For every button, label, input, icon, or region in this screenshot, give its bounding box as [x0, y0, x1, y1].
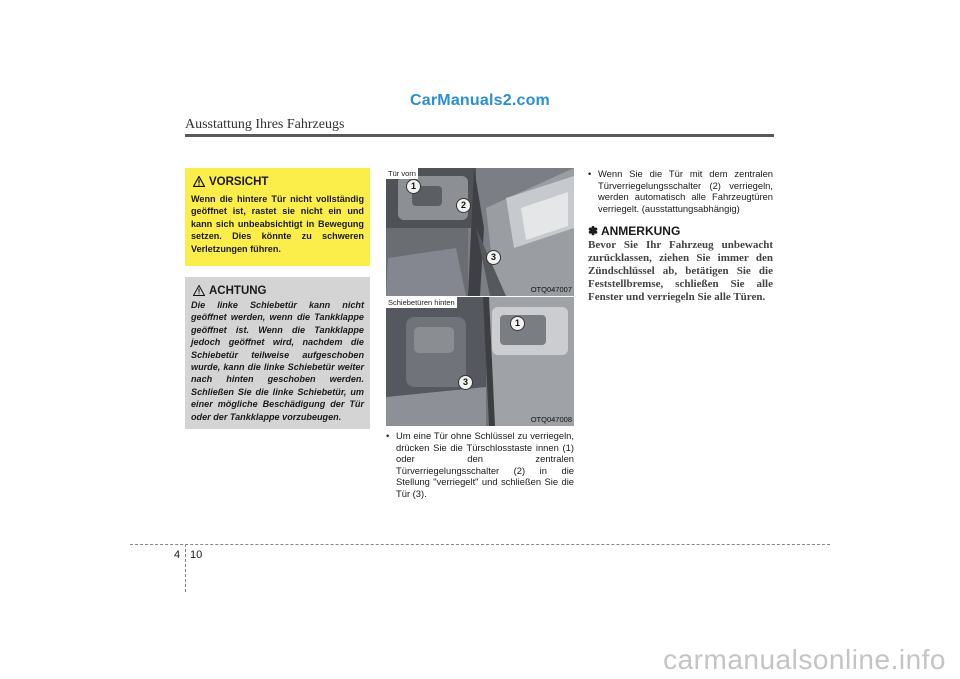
- bullet-central-lock: [588, 168, 773, 214]
- sliding-door-figure: [386, 297, 574, 426]
- caution-body: Wenn die hintere Tür nicht vollständig geöffnet ist, rastet sie nicht ein und kann sich unbeabsichtigt in Bewegung setzen. Dies könnte zu schweren Verletzungen führen.: [191, 194, 364, 254]
- bullet-icon: •: [588, 168, 592, 179]
- note-title: ✽ ANMERKUNG: [588, 224, 681, 238]
- figure-code: OTQ047008: [530, 415, 572, 424]
- attention-body: Die linke Schiebetür kann nicht geöffnet werden, wenn die Tankklappe geöffnet ist. Wenn die Tankklappe jedoch geöffnet wird, nachdem die Schiebetür teilweise aufgeschoben wurde, kann die linke Schiebetür weiter nach hinten geschoben werden. Schließen Sie die linke Schiebetür, um einer mögliche Beschädigung der Tür oder der Tankklappe vorzubeugen.: [191, 300, 364, 422]
- page-number: 10: [190, 549, 203, 561]
- marker-1: 1: [406, 179, 421, 194]
- footer-divider: [185, 544, 186, 592]
- front-door-figure: [386, 168, 574, 296]
- marker-3: 3: [486, 250, 501, 265]
- figure-code: OTQ047007: [530, 285, 572, 294]
- page-header-title: Ausstattung Ihres Fahrzeugs: [185, 117, 345, 132]
- header-rule: [185, 134, 774, 137]
- bullet-text: Um eine Tür ohne Schlüssel zu verriegeln, drücken Sie die Türschlosstaste innen (1) oder den zentralen Türverriegelungsschalter (2) in die Stellung "verriegelt" und schließen Sie die Tür (3).: [396, 430, 574, 499]
- warning-triangle-icon: [193, 176, 205, 187]
- note-body: Bevor Sie Ihr Fahrzeug unbewacht zurücklassen, ziehen Sie immer den Zündschlüssel ab, betätigen Sie die Feststellbremse, schließen Sie alle Fenster und verriegeln Sie alle Türen.: [588, 239, 773, 303]
- bullet-icon: •: [386, 430, 390, 441]
- watermark-bottom: carmanualsonline.info: [663, 644, 946, 675]
- figure-label: Tür vorn: [388, 169, 416, 178]
- footer-rule: [130, 544, 830, 545]
- bullet-lock-without-key: [386, 430, 574, 500]
- sliding-door-illustration: [386, 297, 574, 426]
- warning-triangle-icon: [193, 285, 205, 296]
- attention-box: [185, 277, 370, 429]
- chapter-number: 4: [174, 549, 181, 561]
- marker-3: 3: [458, 375, 473, 390]
- figure-label: Schiebetüren hinten: [388, 298, 455, 307]
- attention-title: ACHTUNG: [209, 285, 267, 297]
- watermark-top: CarManuals2.com: [410, 92, 550, 109]
- marker-1: 1: [510, 316, 525, 331]
- caution-title: VORSICHT: [209, 176, 269, 188]
- bullet-text: Wenn Sie die Tür mit dem zentralen Türverriegelungsschalter (2) verriegeln, werden automatisch alle Fahrzeugtüren verriegelt. (ausstattungsabhängig): [598, 168, 773, 214]
- caution-box: [185, 168, 370, 266]
- marker-2: 2: [456, 198, 471, 213]
